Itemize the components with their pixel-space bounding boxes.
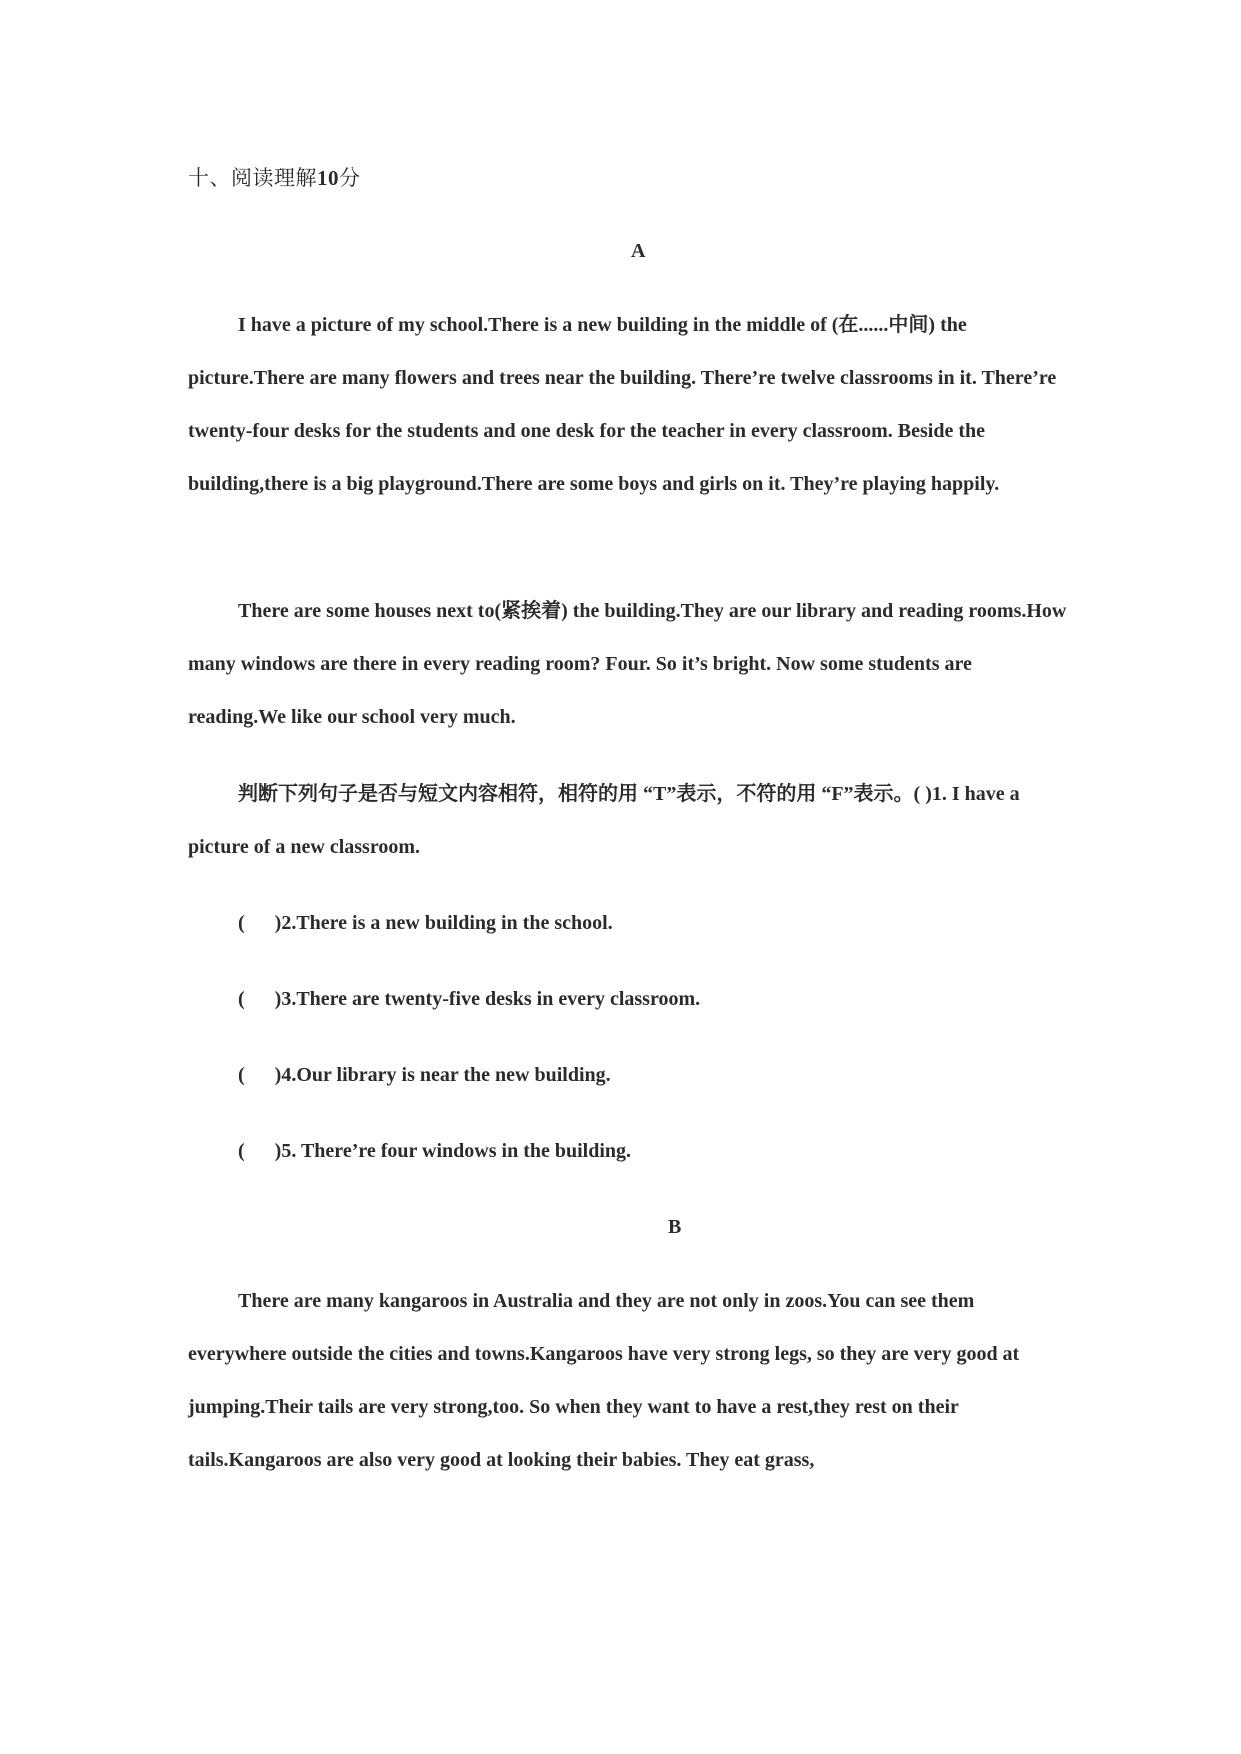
- section-heading-suffix: 分: [339, 166, 361, 190]
- section-heading: [188, 162, 361, 192]
- question-5: ( )5. There’re four windows in the building.: [238, 1140, 632, 1162]
- part-b-paragraph-1: There are many kangaroos in Australia and they are not only in zoos.You can see them everywhere outside the cities and towns.Kangaroos have very strong legs, so they are very good at jumping.Their tails are very strong,too. So when they want to have a rest,they rest on their tails.Kangaroos are also very good at looking their babies. They eat grass,: [188, 1290, 1020, 1471]
- question-4: ( )4.Our library is near the new building.: [238, 1064, 611, 1086]
- section-heading-prefix: 十、阅读理解: [188, 166, 317, 190]
- part-a-instruction: 判断下列句子是否与短文内容相符，相符的用 “T”表示，不符的用 “F”表示。( )1. I have a picture of a new classroom.: [188, 783, 1020, 858]
- question-2: ( )2.There is a new building in the school.: [238, 912, 613, 934]
- part-a-letter: A: [631, 240, 646, 262]
- section-heading-score: 10: [317, 166, 339, 190]
- part-a-paragraph-1: I have a picture of my school.There is a new building in the middle of (在......中间) the picture.There are many flowers and trees near the building. There’re twelve classrooms in it. There’re twenty-four desks for the students and one desk for the teacher in every classroom. Beside the building,there is a big playground.There are some boys and girls on it. They’re playing happily.: [188, 314, 1057, 495]
- part-a-paragraph-2: There are some houses next to(紧挨着) the building.They are our library and reading rooms.How many windows are there in every reading room? Four. So it’s bright. Now some students are reading.We like our school very much.: [188, 600, 1067, 728]
- part-b-letter: B: [668, 1216, 682, 1238]
- question-3: ( )3.There are twenty-five desks in every classroom.: [238, 988, 701, 1010]
